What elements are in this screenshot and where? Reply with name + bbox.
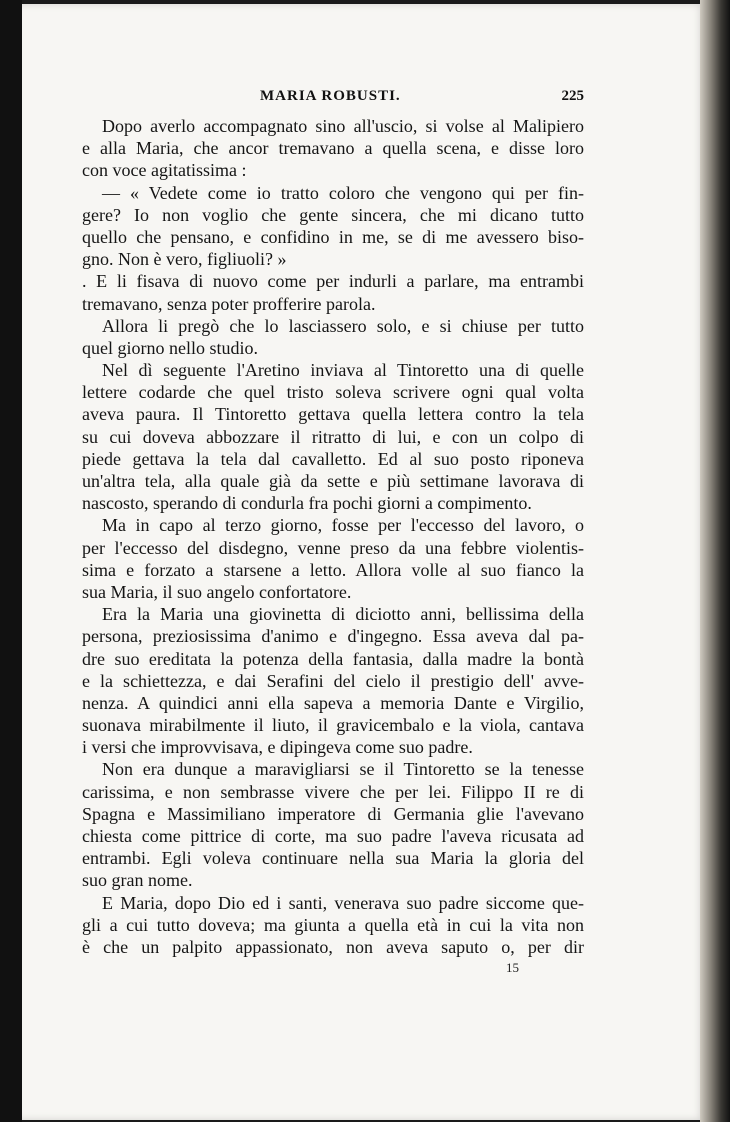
scan-left-edge: [0, 0, 22, 1122]
text-line: quel giorno nello studio.: [82, 337, 258, 358]
text-line: Non era dunque a maravigliarsi se il Tintoretto se la tenesse: [102, 759, 584, 780]
text-line: sima e forzato a starsene a letto. Allora volle al suo fianco la: [82, 559, 584, 580]
signature-mark: 15: [506, 960, 519, 975]
text-line: suo gran nome.: [82, 870, 193, 891]
running-header: [100, 88, 584, 112]
text-line: Era la Maria una giovinetta di diciotto anni, bellissima della: [102, 604, 584, 625]
text-line: gno. Non è vero, figliuoli? »: [82, 249, 287, 270]
text-line: un'altra tela, alla quale già da sette e più settimane lavorava di: [82, 471, 584, 491]
text-line: gere? Io non voglio che gente sincera, che mi dicano tutto: [82, 204, 584, 225]
text-line: entrambi. Egli voleva continuare nella sua Maria la gloria del: [82, 848, 584, 869]
text-line: carissima, e non sembrasse vivere che per lei. Filippo II re di: [82, 781, 584, 802]
text-line: Dopo averlo accompagnato sino all'uscio, si volse al Malipiero: [102, 116, 584, 136]
page-number: 225: [561, 88, 584, 104]
text-line: aveva paura. Il Tintoretto gettava quella lettera contro la tela: [82, 404, 584, 425]
text-line: Nel dì seguente l'Aretino inviava al Tintoretto una di quelle: [102, 360, 584, 381]
text-line: tremavano, senza poter profferire parola.: [82, 293, 376, 314]
text-line: dre suo ereditata la potenza della fantasia, dalla madre la bontà: [82, 648, 584, 669]
text-line: Allora li pregò che lo lasciassero solo, e si chiuse per tutto: [102, 315, 584, 336]
text-line: gli a cui tutto doveva; ma giunta a quella età in cui la vita non: [82, 914, 584, 935]
text-line: piede gettava la tela dal cavalletto. Ed al suo posto riponeva: [82, 448, 584, 469]
body-text: [82, 115, 584, 958]
text-line: — « Vedete come io tratto coloro che vengono qui per fin-: [102, 182, 584, 203]
text-line: e alla Maria, che ancor tremavano a quella scena, e disse loro: [82, 138, 584, 159]
text-line: persona, preziosissima d'animo e d'ingegno. Essa aveva dal pa-: [82, 626, 584, 647]
text-line: E Maria, dopo Dio ed i santi, venerava suo padre siccome que-: [102, 892, 584, 913]
text-line: . E li fisava di nuovo come per indurli a parlare, ma entrambi: [82, 271, 584, 292]
text-line: quello che pensano, e confidino in me, se di me avessero biso-: [82, 226, 584, 247]
text-line: Ma in capo al terzo giorno, fosse per l'eccesso del lavoro, o: [102, 515, 584, 536]
text-line: nenza. A quindici anni ella sapeva a memoria Dante e Virgilio,: [82, 692, 584, 713]
text-line: i versi che improvvisava, e dipingeva come suo padre.: [82, 737, 473, 758]
text-line: suonava mirabilmente il liuto, il gravicembalo e la viola, cantava: [82, 715, 584, 736]
text-line: lettere codarde che quel tristo soleva scrivere ogni qual volta: [82, 382, 584, 403]
text-line: è che un palpito appassionato, non aveva saputo o, per dir: [82, 936, 584, 957]
text-line: e la schiettezza, e dai Serafini del cielo il prestigio dell' avve-: [82, 670, 584, 691]
running-title: MARIA ROBUSTI.: [260, 88, 401, 104]
book-spine-shadow: [700, 0, 730, 1122]
text-line: su cui doveva abbozzare il ritratto di lui, e con un colpo di: [82, 426, 584, 447]
text-line: sua Maria, il suo angelo confortatore.: [82, 581, 352, 602]
text-line: per l'eccesso del disdegno, venne preso da una febbre violentis-: [82, 537, 584, 558]
text-line: nascosto, sperando di condurla fra pochi giorni a compimento.: [82, 493, 532, 514]
text-line: con voce agitatissima :: [82, 160, 247, 181]
text-line: Spagna e Massimiliano imperatore di Germania glie l'avevano: [82, 803, 584, 824]
text-line: chiesta come pittrice di corte, ma suo padre l'aveva ricusata ad: [82, 826, 584, 846]
